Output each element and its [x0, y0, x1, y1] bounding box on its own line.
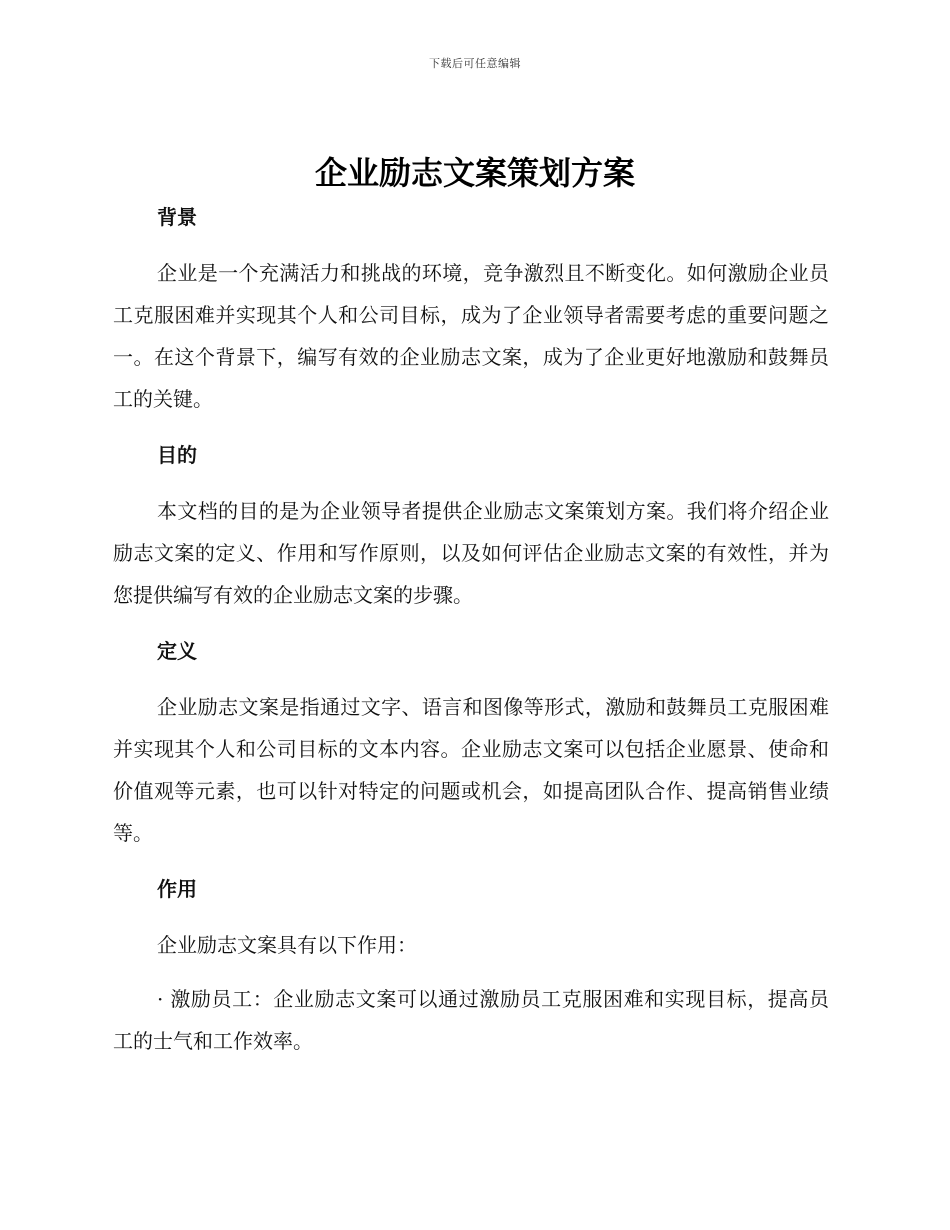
document-title: 企业励志文案策划方案: [314, 154, 635, 192]
section-purpose: [113, 440, 829, 616]
paragraph: 企业励志文案具有以下作用：: [157, 933, 417, 957]
paragraph: 本文档的目的是为企业领导者提供企业励志文案策划方案。我们将介绍企业励志文案的定义、作用和写作原则，以及如何评估企业励志文案的有效性，并为您提供编写有效的企业励志文案的步骤。: [113, 499, 829, 607]
section-definition: [113, 636, 829, 854]
section-heading: 目的: [157, 443, 197, 467]
header-note: 下载后可任意编辑: [429, 57, 521, 70]
document-body: [113, 202, 829, 1062]
paragraph: 企业励志文案是指通过文字、语言和图像等形式，激励和鼓舞员工克服困难并实现其个人和公司目标的文本内容。企业励志文案可以包括企业愿景、使命和价值观等元素，也可以针对特定的问题或机会，如提高团队合作、提高销售业绩等。: [113, 695, 829, 845]
section-heading: 作用: [157, 877, 197, 901]
section-heading: 定义: [157, 639, 197, 663]
section-heading: 背景: [157, 205, 197, 229]
section-background: [113, 202, 829, 420]
section-function: [113, 874, 829, 1062]
bullet-paragraph: · 激励员工：企业励志文案可以通过激励员工克服困难和实现目标，提高员工的士气和工作效率。: [113, 987, 829, 1053]
paragraph: 企业是一个充满活力和挑战的环境，竞争激烈且不断变化。如何激励企业员工克服困难并实现其个人和公司目标，成为了企业领导者需要考虑的重要问题之一。在这个背景下，编写有效的企业励志文案，成为了企业更好地激励和鼓舞员工的关键。: [113, 261, 829, 411]
